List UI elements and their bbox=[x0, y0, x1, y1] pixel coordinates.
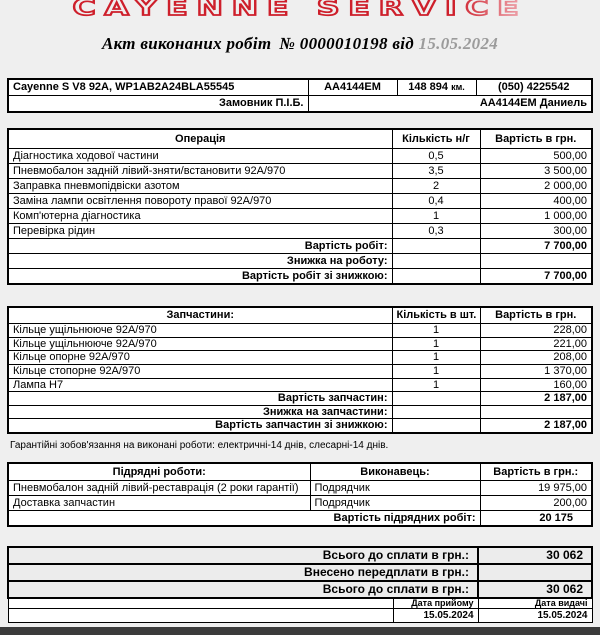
total-due-value: 30 062 bbox=[478, 547, 592, 564]
parts-header-name: Запчастини: bbox=[8, 307, 392, 324]
date-out-label: Дата видачі bbox=[478, 598, 592, 609]
logo-text: CAYENNE SERVICE bbox=[72, 0, 528, 20]
table-cell: 1 bbox=[392, 364, 480, 378]
date-labels-row bbox=[8, 598, 592, 609]
table-cell: 228,00 bbox=[480, 324, 592, 338]
operations-header-qty: Кількість н/г bbox=[392, 129, 480, 149]
customer-label: Замовник П.І.Б. bbox=[8, 96, 308, 113]
table-cell: 500,00 bbox=[480, 149, 592, 164]
table-cell: 1 bbox=[392, 337, 480, 351]
total-due-row bbox=[8, 547, 592, 564]
table-cell: 400,00 bbox=[480, 194, 592, 209]
table-cell: Вартість запчастин: bbox=[8, 392, 392, 406]
table-cell: Вартість запчастин зі знижкою: bbox=[8, 419, 392, 433]
vehicle-info-table bbox=[7, 78, 593, 113]
table-row bbox=[8, 179, 592, 194]
operations-table bbox=[7, 128, 593, 285]
table-cell: 200,00 bbox=[480, 496, 592, 511]
table-row bbox=[8, 149, 592, 164]
table-row bbox=[8, 496, 592, 511]
total-due-final-row bbox=[8, 581, 592, 598]
table-cell: Пневмобалон задній лівий-реставрація (2 роки гарантії) bbox=[8, 481, 310, 496]
table-row bbox=[8, 269, 592, 285]
subcontract-header-price: Вартість в грн.: bbox=[480, 463, 592, 481]
table-row bbox=[8, 194, 592, 209]
date-out-value: 15.05.2024 bbox=[478, 609, 592, 623]
table-cell: 3 500,00 bbox=[480, 164, 592, 179]
subcontract-summary-row bbox=[8, 511, 592, 527]
document-title bbox=[0, 34, 600, 54]
table-cell: Вартість робіт зі знижкою: bbox=[8, 269, 392, 285]
customer-row bbox=[8, 96, 592, 113]
total-due-final-value: 30 062 bbox=[478, 581, 592, 598]
table-row bbox=[8, 378, 592, 392]
date-values-spacer bbox=[8, 609, 393, 623]
vehicle-mileage bbox=[397, 79, 476, 96]
table-row bbox=[8, 209, 592, 224]
table-cell bbox=[392, 419, 480, 433]
table-cell: 1 000,00 bbox=[480, 209, 592, 224]
total-due-final-label: Всього до сплати в грн.: bbox=[8, 581, 478, 598]
prepaid-row bbox=[8, 564, 592, 581]
table-row bbox=[8, 254, 592, 269]
subcontract-table bbox=[7, 462, 593, 527]
table-cell: Заміна лампи освітлення повороту правої 92А/970 bbox=[8, 194, 392, 209]
prepaid-value bbox=[478, 564, 592, 581]
table-cell: Вартість робіт: bbox=[8, 239, 392, 254]
table-row bbox=[8, 405, 592, 419]
parts-header-row bbox=[8, 307, 592, 324]
subcontract-header-work: Підрядні роботи: bbox=[8, 463, 310, 481]
table-cell bbox=[480, 254, 592, 269]
table-cell: Комп'ютерна діагностика bbox=[8, 209, 392, 224]
table-cell: 2 bbox=[392, 179, 480, 194]
table-row bbox=[8, 324, 592, 338]
table-cell: 1 370,00 bbox=[480, 364, 592, 378]
customer-phone: (050) 4225542 bbox=[476, 79, 592, 96]
table-cell: Доставка запчастин bbox=[8, 496, 310, 511]
table-cell bbox=[392, 405, 480, 419]
table-row bbox=[8, 164, 592, 179]
table-cell: 2 000,00 bbox=[480, 179, 592, 194]
table-cell: 0,5 bbox=[392, 149, 480, 164]
operations-header-name: Операція bbox=[8, 129, 392, 149]
parts-header-price: Вартість в грн. bbox=[480, 307, 592, 324]
table-row bbox=[8, 392, 592, 406]
table-cell: Перевірка рідин bbox=[8, 224, 392, 239]
warranty-note: Гарантійні зобов'язання на виконані роботи: електричні-14 днів, слесарні-14 днів. bbox=[10, 440, 389, 451]
operations-header-row bbox=[8, 129, 592, 149]
footer-bar bbox=[0, 627, 600, 635]
table-cell: 0,3 bbox=[392, 224, 480, 239]
table-cell: 1 bbox=[392, 209, 480, 224]
table-cell: 160,00 bbox=[480, 378, 592, 392]
date-in-label: Дата прийому bbox=[393, 598, 478, 609]
prepaid-label: Внесено передплати в грн.: bbox=[8, 564, 478, 581]
table-cell: Знижка на запчастини: bbox=[8, 405, 392, 419]
table-cell: Знижка на роботу: bbox=[8, 254, 392, 269]
subcontract-body bbox=[8, 481, 592, 511]
table-cell bbox=[392, 239, 480, 254]
table-row bbox=[8, 351, 592, 365]
customer-name: AA4144EM Даниель bbox=[308, 96, 592, 113]
parts-header-qty: Кількість в шт. bbox=[392, 307, 480, 324]
parts-table bbox=[7, 306, 593, 434]
table-cell: Кільце ущільнююче 92А/970 bbox=[8, 324, 392, 338]
mileage-unit: км. bbox=[451, 82, 465, 93]
table-cell: 2 187,00 bbox=[480, 419, 592, 433]
subcontract-summary-label: Вартість підрядних робіт: bbox=[8, 511, 480, 527]
company-logo bbox=[0, 0, 600, 20]
table-row bbox=[8, 419, 592, 433]
table-cell: Подрядчик bbox=[310, 496, 480, 511]
table-cell: Подрядчик bbox=[310, 481, 480, 496]
total-due-label: Всього до сплати в грн.: bbox=[8, 547, 478, 564]
table-cell: 3,5 bbox=[392, 164, 480, 179]
table-cell: 19 975,00 bbox=[480, 481, 592, 496]
table-cell: Кільце ущільнююче 92А/970 bbox=[8, 337, 392, 351]
table-cell bbox=[392, 269, 480, 285]
totals-table bbox=[7, 546, 593, 623]
table-row bbox=[8, 337, 592, 351]
mileage-value: 148 894 bbox=[408, 81, 449, 94]
operations-summary bbox=[8, 239, 592, 285]
title-prefix: Акт виконаних робіт bbox=[101, 34, 272, 53]
table-row bbox=[8, 481, 592, 496]
subcontract-header-row bbox=[8, 463, 592, 481]
table-cell: 1 bbox=[392, 351, 480, 365]
subcontract-header-executor: Виконавець: bbox=[310, 463, 480, 481]
table-cell: 2 187,00 bbox=[480, 392, 592, 406]
table-cell: Кільце стопорне 92А/970 bbox=[8, 364, 392, 378]
table-cell: 1 bbox=[392, 378, 480, 392]
vehicle-plate: AA4144EM bbox=[308, 79, 397, 96]
parts-body bbox=[8, 324, 592, 392]
table-cell bbox=[392, 392, 480, 406]
table-cell: Лампа Н7 bbox=[8, 378, 392, 392]
table-cell: Заправка пневмопідвіски азотом bbox=[8, 179, 392, 194]
parts-summary bbox=[8, 392, 592, 433]
operations-header-price: Вартість в грн. bbox=[480, 129, 592, 149]
table-cell: 0,4 bbox=[392, 194, 480, 209]
table-cell: 221,00 bbox=[480, 337, 592, 351]
date-labels-spacer bbox=[8, 598, 393, 609]
vehicle-row bbox=[8, 79, 592, 96]
table-cell: 7 700,00 bbox=[480, 269, 592, 285]
table-cell: 300,00 bbox=[480, 224, 592, 239]
table-cell bbox=[392, 254, 480, 269]
date-in-value: 15.05.2024 bbox=[393, 609, 478, 623]
vehicle-model-vin: Cayenne S V8 92A, WP1AB2A24BLA55545 bbox=[8, 79, 308, 96]
subcontract-summary-value: 20 175 bbox=[480, 511, 592, 527]
table-row bbox=[8, 224, 592, 239]
table-cell: Кільце опорне 92А/970 bbox=[8, 351, 392, 365]
table-cell: Пневмобалон задній лівий-зняти/встановити 92А/970 bbox=[8, 164, 392, 179]
table-cell bbox=[480, 405, 592, 419]
table-cell: 7 700,00 bbox=[480, 239, 592, 254]
title-number: № 0000010198 від bbox=[279, 34, 414, 53]
date-values-row bbox=[8, 609, 592, 623]
table-row bbox=[8, 239, 592, 254]
table-row bbox=[8, 364, 592, 378]
table-cell: 208,00 bbox=[480, 351, 592, 365]
title-date: 15.05.2024 bbox=[418, 34, 499, 53]
logo-lettering-svg bbox=[65, 0, 535, 20]
operations-body bbox=[8, 149, 592, 239]
table-cell: 1 bbox=[392, 324, 480, 338]
table-cell: Діагностика ходової частини bbox=[8, 149, 392, 164]
